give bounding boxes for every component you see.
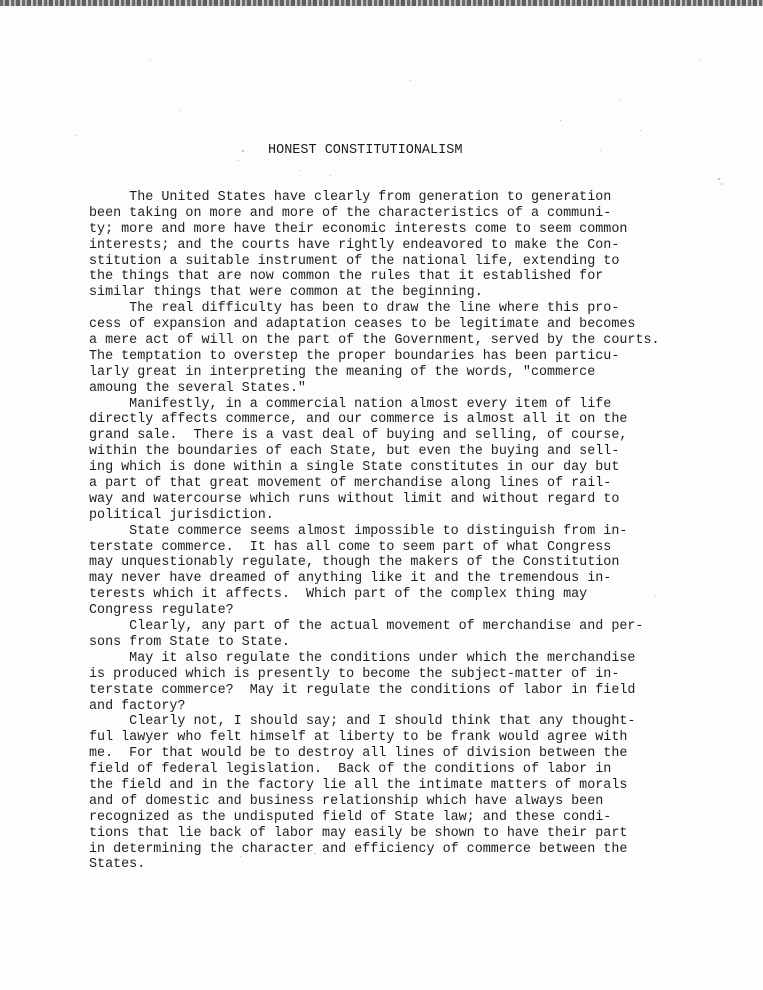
text-line: sons from State to State. — [89, 634, 290, 650]
document-body — [89, 190, 739, 873]
text-line: The United States have clearly from generation to generation — [89, 190, 612, 205]
text-line: terests which it affects. Which part of the complex thing may — [89, 587, 588, 603]
text-line: is produced which is presently to become the subject-matter of in- — [89, 666, 620, 682]
text-line: a mere act of will on the part of the Government, served by the courts. — [89, 333, 660, 349]
text-line: The real difficulty has been to draw the line where this pro- — [89, 301, 620, 317]
text-line: directly affects commerce, and our commerce is almost all it on the — [89, 412, 628, 428]
text-line: similar things that were common at the beginning. — [89, 285, 483, 301]
text-line: ful lawyer who felt himself at liberty to be frank would agree with — [89, 730, 628, 746]
text-line: ing which is done within a single State constitutes in our day but — [89, 460, 620, 476]
text-line: grand sale. There is a vast deal of buying and selling, of course, — [89, 428, 628, 444]
text-line: recognized as the undisputed field of State law; and these condi- — [89, 809, 612, 825]
text-line: The temptation to overstep the proper boundaries has been particu- — [89, 348, 620, 364]
text-line: larly great in interpreting the meaning of the words, "commerce — [89, 364, 596, 380]
text-line: amoung the several States." — [89, 380, 306, 396]
text-line: and factory? — [89, 698, 186, 714]
text-line: State commerce seems almost impossible to distinguish from in- — [89, 523, 628, 539]
text-line: interests; and the courts have rightly endeavored to make the Con- — [89, 237, 620, 253]
text-line: field of federal legislation. Back of the conditions of labor in — [89, 762, 612, 778]
text-line: Clearly, any part of the actual movement of merchandise and per- — [89, 619, 644, 635]
text-line: States. — [89, 857, 146, 873]
document-title: HONEST CONSTITUTIONALISM — [268, 143, 463, 158]
text-line: may unquestionably regulate, though the makers of the Constitution — [89, 555, 620, 571]
text-line: terstate commerce? May it regulate the conditions of labor in field — [89, 682, 636, 698]
text-line: stitution a suitable instrument of the national life, extending to — [89, 253, 620, 269]
text-line: cess of expansion and adaptation ceases to be legitimate and becomes — [89, 317, 636, 333]
text-line: been taking on more and more of the characteristics of a communi- — [89, 205, 612, 221]
text-line: the field and in the factory lie all the intimate matters of morals — [89, 777, 628, 793]
text-line: ty; more and more have their economic interests come to seem common — [89, 221, 628, 237]
text-line: in determining the character and efficiency of commerce between the — [89, 841, 628, 857]
text-line: political jurisdiction. — [89, 507, 274, 523]
text-line: Manifestly, in a commercial nation almost every item of life — [89, 396, 612, 412]
text-line: way and watercourse which runs without limit and without regard to — [89, 491, 620, 507]
text-line: May it also regulate the conditions under which the merchandise — [89, 650, 636, 666]
text-line: Clearly not, I should say; and I should think that any thought- — [89, 714, 636, 730]
text-line: within the boundaries of each State, but even the buying and sell- — [89, 444, 620, 460]
text-line: me. For that would be to destroy all lines of division between the — [89, 746, 628, 762]
text-line: tions that lie back of labor may easily be shown to have their part — [89, 825, 628, 841]
text-line: the things that are now common the rules that it established for — [89, 269, 604, 285]
text-line: and of domestic and business relationship which have always been — [89, 793, 604, 809]
text-line: may never have dreamed of anything like it and the tremendous in- — [89, 571, 612, 587]
text-line: a part of that great movement of merchandise along lines of rail- — [89, 476, 612, 492]
text-line: Congress regulate? — [89, 603, 234, 619]
text-line: terstate commerce. It has all come to seem part of what Congress — [89, 539, 612, 555]
page-top-edge — [0, 0, 763, 6]
